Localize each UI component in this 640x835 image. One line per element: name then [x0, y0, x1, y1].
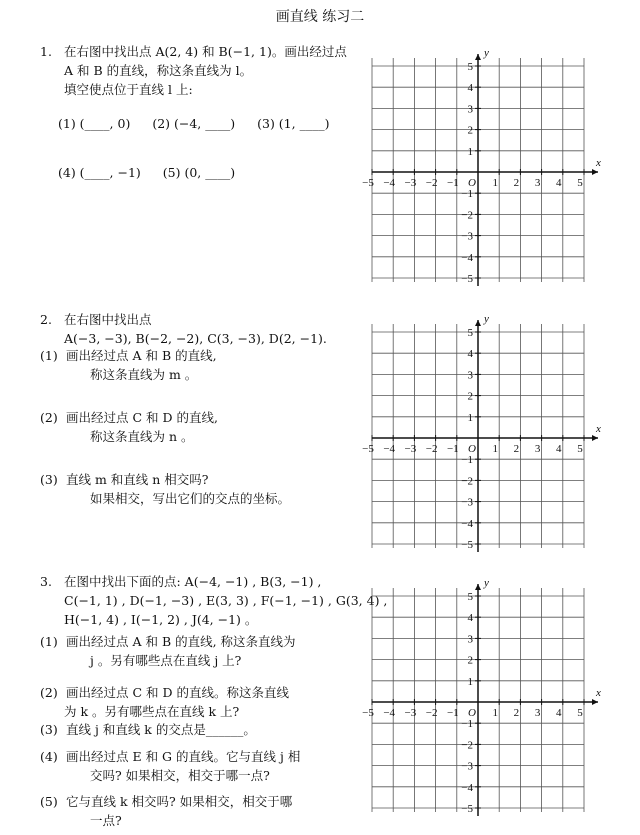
- sub-text: 一点?: [90, 813, 122, 828]
- y-tick-label: −1: [461, 718, 473, 731]
- coordinate-plane: [362, 308, 604, 566]
- x-tick-label: 4: [556, 177, 562, 189]
- origin-label: O: [468, 443, 476, 455]
- fill-in-item: (3) (1, ____): [257, 116, 330, 131]
- y-tick-label: 4: [467, 82, 473, 95]
- x-tick-label: 2: [513, 443, 520, 455]
- x-tick-label: −4: [383, 443, 396, 455]
- x-tick-label: −1: [446, 177, 459, 189]
- sub-number: (4): [40, 749, 58, 764]
- x-tick-label: 3: [534, 177, 541, 189]
- fill-in-row-1: [58, 116, 347, 131]
- problem-line: H(−1, 4) , I(−1, 2) , J(4, −1) 。: [64, 612, 258, 627]
- x-tick-label: 5: [577, 707, 583, 719]
- sub-question: [40, 408, 218, 446]
- sub-question: [40, 683, 289, 721]
- y-tick-label: 4: [467, 612, 473, 625]
- fill-in-row-2: [58, 165, 253, 180]
- fill-in-item: (5) (0, ____): [162, 165, 236, 180]
- y-axis-arrow: [475, 54, 481, 60]
- y-tick-label: 5: [467, 591, 473, 603]
- x-tick-label: −1: [446, 443, 459, 455]
- y-tick-label: 3: [467, 633, 473, 646]
- problem-line: 在图中找出下面的点: A(−4, −1) , B(3, −1) ,: [64, 574, 322, 589]
- sub-question: [40, 720, 256, 739]
- x-tick-label: −3: [404, 443, 417, 455]
- fill-in-item: (4) (____, −1): [58, 165, 141, 180]
- problem-line: C(−1, 1) , D(−1, −3) , E(3, 3) , F(−1, −1) , G(3, 4) ,: [64, 593, 388, 608]
- origin-label: O: [468, 177, 476, 189]
- y-tick-label: 5: [467, 327, 473, 339]
- y-tick-label: 2: [467, 124, 473, 137]
- sub-number: (1): [40, 348, 58, 363]
- sub-text: 称这条直线为 n 。: [90, 429, 194, 444]
- x-tick-label: −2: [425, 707, 438, 719]
- x-tick-label: −1: [446, 707, 459, 719]
- y-tick-label: −5: [461, 803, 473, 815]
- y-tick-label: −4: [461, 251, 473, 264]
- problem-line: 填空使点位于直线 l 上:: [64, 82, 193, 97]
- y-tick-label: −1: [461, 188, 473, 201]
- sub-text: 画出经过点 A 和 B 的直线, 称这条直线为: [66, 634, 296, 649]
- x-tick-label: 4: [556, 707, 562, 719]
- problem-line: 在右图中找出点: [64, 312, 152, 327]
- problem-text: [64, 572, 388, 629]
- y-tick-label: 3: [467, 369, 473, 382]
- x-axis-label: x: [596, 423, 601, 435]
- y-tick-label: −2: [461, 739, 473, 752]
- fill-in-item: (1) (____, 0): [58, 116, 131, 131]
- x-tick-label: 5: [577, 177, 583, 189]
- sub-text: 为 k 。另有哪些点在直线 k 上?: [64, 704, 240, 719]
- x-axis-arrow: [592, 169, 598, 175]
- y-tick-label: −2: [461, 475, 473, 488]
- sub-text: 称这条直线为 m 。: [90, 367, 198, 382]
- sub-number: (3): [40, 722, 58, 737]
- problem-line: 在右图中找出点 A(2, 4) 和 B(−1, 1)。画出经过点: [64, 44, 347, 59]
- sub-number: (2): [40, 685, 58, 700]
- x-tick-label: −3: [404, 177, 417, 189]
- y-tick-label: −5: [461, 539, 473, 551]
- y-axis-arrow: [475, 320, 481, 326]
- y-tick-label: −3: [461, 496, 473, 509]
- coordinate-plane: [362, 42, 604, 300]
- y-tick-label: 2: [467, 390, 473, 403]
- x-axis-arrow: [592, 435, 598, 441]
- problem-line: A(−3, −3), B(−2, −2), C(3, −3), D(2, −1).: [64, 331, 327, 346]
- sub-text: 画出经过点 E 和 G 的直线。它与直线 j 相: [66, 749, 301, 764]
- problem-number: 1.: [40, 44, 52, 59]
- y-axis-label: y: [484, 577, 489, 589]
- x-tick-label: −5: [362, 707, 374, 719]
- x-tick-label: 1: [492, 177, 498, 189]
- sub-number: (3): [40, 472, 58, 487]
- x-tick-label: 3: [534, 443, 541, 455]
- sub-number: (5): [40, 794, 58, 809]
- y-tick-label: −4: [461, 517, 473, 530]
- x-tick-label: −3: [404, 707, 417, 719]
- y-axis-label: y: [484, 313, 489, 325]
- x-tick-label: −2: [425, 443, 438, 455]
- x-tick-label: 5: [577, 443, 583, 455]
- x-tick-label: 2: [513, 707, 520, 719]
- x-tick-label: −5: [362, 177, 374, 189]
- y-tick-label: 1: [467, 411, 473, 424]
- problem-text: [64, 310, 374, 348]
- y-axis-arrow: [475, 584, 481, 590]
- x-tick-label: 2: [513, 177, 520, 189]
- y-axis-label: y: [484, 47, 489, 59]
- coordinate-grid-3: [362, 572, 604, 830]
- x-tick-label: 1: [492, 707, 498, 719]
- y-tick-label: −5: [461, 273, 473, 285]
- y-tick-label: −2: [461, 209, 473, 222]
- x-tick-label: −4: [383, 707, 396, 719]
- sub-question: [40, 632, 296, 670]
- x-tick-label: 4: [556, 443, 562, 455]
- sub-text: j 。另有哪些点在直线 j 上?: [90, 653, 242, 668]
- sub-text: 如果相交，写出它们的交点的坐标。: [90, 491, 291, 506]
- sub-question: [40, 792, 292, 830]
- sub-text: 直线 j 和直线 k 的交点是______。: [66, 722, 256, 737]
- x-axis-label: x: [596, 687, 601, 699]
- problem-line: A 和 B 的直线，称这条直线为 l。: [64, 63, 253, 78]
- x-axis-label: x: [596, 157, 601, 169]
- page-title: 画直线 练习二: [275, 9, 365, 25]
- coordinate-grid-1: [362, 42, 604, 300]
- sub-question: [40, 470, 290, 508]
- sub-text: 直线 m 和直线 n 相交吗?: [66, 472, 209, 487]
- y-tick-label: −3: [461, 760, 473, 773]
- x-tick-label: 1: [492, 443, 498, 455]
- origin-label: O: [468, 707, 476, 719]
- y-tick-label: 4: [467, 348, 473, 361]
- sub-text: 画出经过点 C 和 D 的直线。称这条直线: [66, 685, 289, 700]
- coordinate-grid-2: [362, 308, 604, 566]
- x-tick-label: −5: [362, 443, 374, 455]
- y-tick-label: 1: [467, 145, 473, 158]
- x-tick-label: 3: [534, 707, 541, 719]
- sub-number: (2): [40, 410, 58, 425]
- sub-text: 交吗? 如果相交，相交于哪一点?: [90, 768, 270, 783]
- sub-text: 画出经过点 C 和 D 的直线,: [66, 410, 218, 425]
- y-tick-label: 3: [467, 103, 473, 116]
- x-tick-label: −4: [383, 177, 396, 189]
- sub-question: [40, 346, 217, 384]
- x-axis-arrow: [592, 699, 598, 705]
- sub-number: (1): [40, 634, 58, 649]
- problem-number: 3.: [40, 574, 52, 589]
- sub-question: [40, 747, 300, 785]
- y-tick-label: −1: [461, 454, 473, 467]
- fill-in-item: (2) (−4, ____): [152, 116, 236, 131]
- x-tick-label: −2: [425, 177, 438, 189]
- y-tick-label: 5: [467, 61, 473, 73]
- sub-text: 它与直线 k 相交吗? 如果相交，相交于哪: [66, 794, 293, 809]
- problem-number: 2.: [40, 312, 52, 327]
- y-tick-label: 2: [467, 654, 473, 667]
- problem-text: [64, 42, 374, 99]
- sub-text: 画出经过点 A 和 B 的直线,: [66, 348, 217, 363]
- y-tick-label: −3: [461, 230, 473, 243]
- y-tick-label: 1: [467, 675, 473, 688]
- y-tick-label: −4: [461, 781, 473, 794]
- coordinate-plane: [362, 572, 604, 830]
